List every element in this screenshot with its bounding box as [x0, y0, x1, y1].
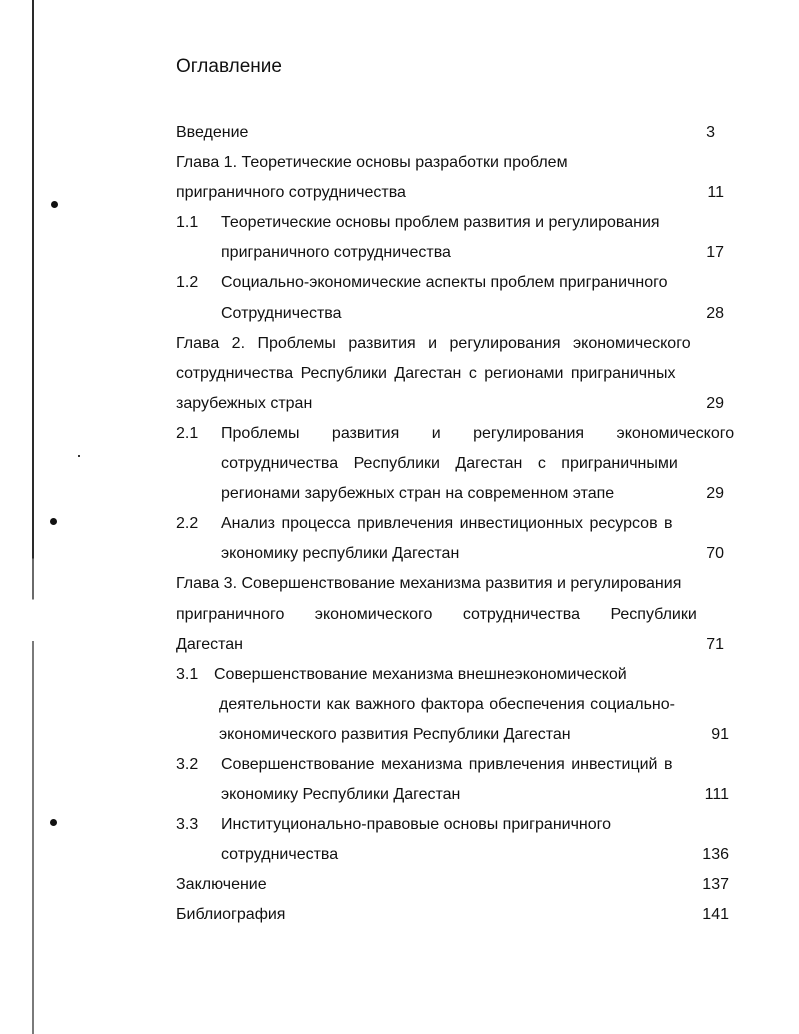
- page-title: Оглавление: [176, 56, 282, 77]
- toc-page-number: 141: [702, 906, 729, 924]
- toc-entry-section-1-1: [176, 208, 731, 238]
- toc-page-number: 71: [706, 635, 724, 653]
- toc-entry-bibliography: [176, 900, 731, 930]
- toc-entry-text: Глава 2. Проблемы развития и регулирования экономического: [176, 334, 691, 352]
- toc-entry-text: приграничного сотрудничества: [221, 244, 451, 262]
- toc-page-number: 28: [706, 304, 724, 322]
- toc-page-number: 137: [702, 876, 729, 894]
- table-of-contents: [176, 118, 735, 931]
- toc-entry-text: экономику Республики Дагестан: [221, 786, 461, 804]
- toc-entry-text: регионами зарубежных стран на современном этапе: [221, 485, 615, 503]
- scan-hole-mark: [50, 518, 57, 525]
- toc-entry-text: Институционально-правовые основы приграничного: [221, 816, 612, 834]
- toc-entry-text: сотрудничества Республики Дагестан с приграничными: [221, 455, 678, 473]
- toc-entry-text: Проблемы развития и регулирования экономического: [221, 424, 735, 442]
- toc-page-number: 91: [711, 725, 729, 743]
- toc-section-number: 1.2: [176, 274, 199, 292]
- toc-entry-section-1-1-cont: [176, 238, 731, 268]
- toc-entry-text: Теоретические основы проблем развития и регулирования: [221, 214, 660, 232]
- toc-entry-chapter-2: [176, 329, 731, 359]
- toc-entry-chapter-3-cont: [176, 630, 731, 660]
- toc-entry-section-3-1: [176, 660, 731, 690]
- toc-entry-text: сотрудничества Республики Дагестан с регионами приграничных: [176, 364, 676, 382]
- toc-entry-chapter-3: [176, 569, 731, 599]
- toc-entry-text: Совершенствование механизма привлечения инвестиций в: [221, 755, 673, 773]
- toc-section-number: 3.3: [176, 816, 199, 834]
- toc-entry-section-1-2-cont: [176, 299, 731, 329]
- toc-entry-section-3-3-cont: [176, 840, 731, 870]
- toc-entry-text: Социально-экономические аспекты проблем приграничного: [221, 274, 668, 292]
- toc-entry-text: Глава 1. Теоретические основы разработки проблем: [176, 154, 568, 172]
- toc-entry-text: Совершенствование механизма внешнеэкономической: [214, 665, 627, 683]
- toc-entry-text: зарубежных стран: [176, 394, 313, 412]
- toc-entry-section-2-1: [176, 419, 735, 449]
- toc-entry-text: сотрудничества: [221, 846, 339, 864]
- toc-entry-section-3-2-cont: [176, 780, 731, 810]
- toc-entry-text: Введение: [176, 124, 249, 141]
- toc-entry-text: Глава 3. Совершенствование механизма развития и регулирования: [176, 575, 682, 593]
- toc-entry-text: Анализ процесса привлечения инвестиционных ресурсов в: [221, 515, 673, 533]
- toc-entry-text: приграничного экономического сотрудничества Республики: [176, 605, 697, 623]
- toc-page-number: 29: [706, 485, 724, 503]
- toc-entry-introduction: [176, 118, 731, 148]
- toc-section-number: 2.1: [176, 424, 199, 442]
- toc-entry-text: Сотрудничества: [221, 304, 342, 322]
- toc-entry-section-3-1-cont: [176, 690, 731, 720]
- toc-entry-text: приграничного сотрудничества: [176, 184, 406, 202]
- toc-page-number: 70: [706, 545, 724, 563]
- toc-page-number: 11: [707, 184, 724, 202]
- toc-entry-chapter-1: [176, 148, 731, 178]
- toc-section-number: 1.1: [176, 214, 199, 232]
- toc-entry-chapter-1-cont: [176, 178, 731, 208]
- toc-page-number: 29: [706, 394, 724, 412]
- toc-entry-section-3-1-cont: [176, 720, 731, 750]
- toc-section-number: 3.2: [176, 755, 199, 773]
- toc-section-number: 2.2: [176, 515, 199, 533]
- toc-page-number: 136: [702, 846, 729, 864]
- toc-entry-section-2-2: [176, 509, 731, 539]
- toc-entry-chapter-2-cont: [176, 359, 731, 389]
- toc-page-number: 17: [706, 244, 724, 262]
- toc-entry-text: экономику республики Дагестан: [221, 545, 460, 563]
- scan-hole-mark: [51, 201, 58, 208]
- toc-entry-section-2-1-cont: [176, 479, 731, 509]
- toc-entry-section-3-2: [176, 750, 731, 780]
- toc-entry-section-1-2: [176, 268, 731, 298]
- toc-page-number: 3: [706, 124, 715, 141]
- toc-entry-section-2-1-cont: [176, 449, 731, 479]
- toc-entry-text: деятельности как важного фактора обеспечения социально-: [219, 695, 675, 713]
- toc-entry-text: Дагестан: [176, 635, 243, 653]
- toc-entry-chapter-2-cont: [176, 389, 731, 419]
- toc-entry-section-3-3: [176, 810, 731, 840]
- toc-entry-text: Заключение: [176, 876, 267, 894]
- scan-speck: [78, 455, 80, 457]
- toc-entry-text: экономического развития Республики Дагестан: [219, 725, 571, 743]
- toc-entry-section-2-2-cont: [176, 539, 731, 569]
- scan-hole-mark: [50, 819, 57, 826]
- scan-binding-edge: [32, 0, 34, 1034]
- toc-entry-chapter-3-cont: [176, 600, 731, 630]
- toc-entry-text: Библиография: [176, 906, 286, 924]
- toc-page-number: 111: [704, 786, 729, 804]
- toc-entry-conclusion: [176, 870, 731, 900]
- toc-section-number: 3.1: [176, 665, 199, 683]
